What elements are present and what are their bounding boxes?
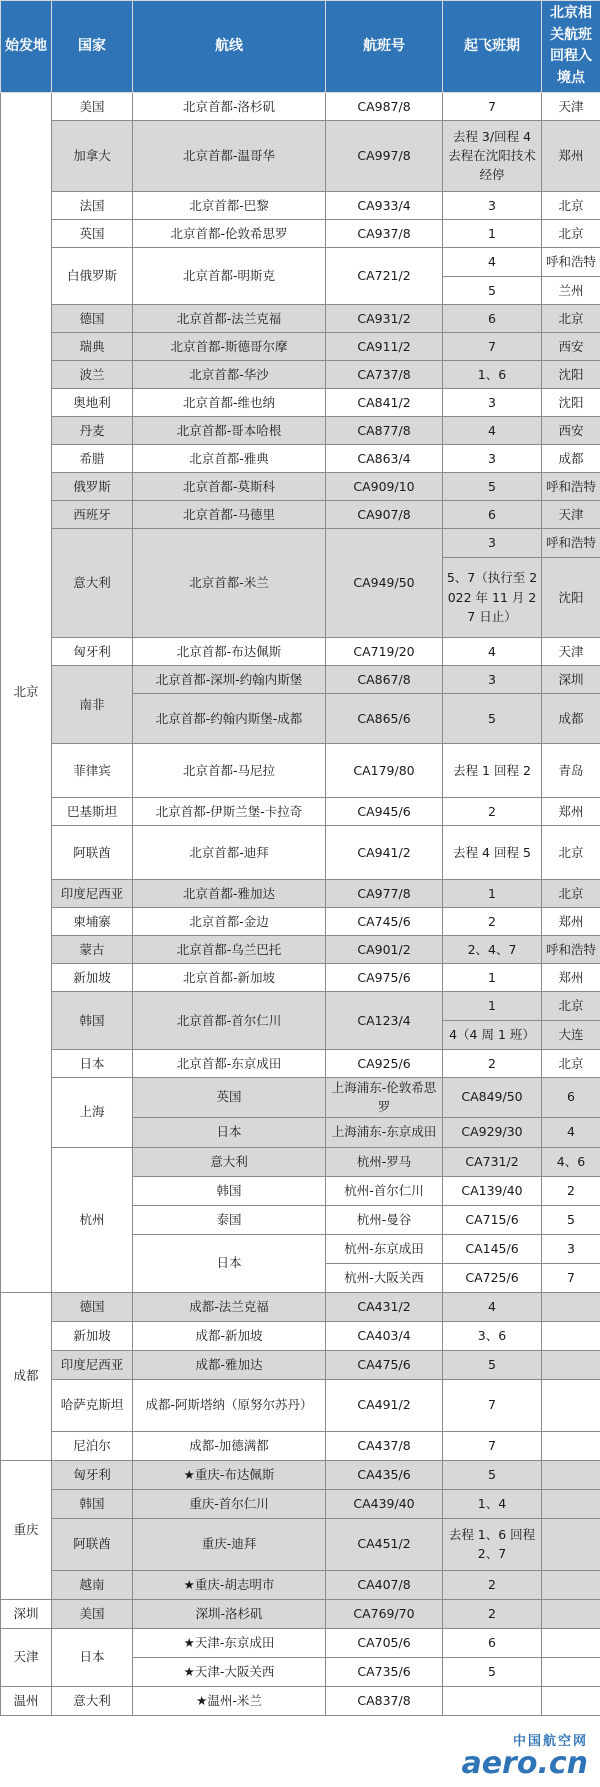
- table-row: [1, 388, 600, 416]
- route-cell: 北京首都-金边: [133, 907, 326, 935]
- entry-cell: [542, 1570, 600, 1599]
- entry-cell: 呼和浩特: [542, 935, 600, 963]
- route-cell: 北京首都-伊斯兰堡-卡拉奇: [133, 797, 326, 825]
- route-cell: 成都-新加坡: [133, 1321, 326, 1350]
- table-row: [1, 247, 600, 276]
- flight-cell: CA431/2: [326, 1292, 443, 1321]
- flight-cell: CA715/6: [443, 1205, 542, 1234]
- flight-cell: CA925/6: [326, 1049, 443, 1077]
- schedule-cell: 7: [542, 1263, 600, 1292]
- schedule-cell: 2: [542, 1176, 600, 1205]
- schedule-cell: 2: [443, 1599, 542, 1628]
- route-cell: 北京首都-洛杉矶: [133, 92, 326, 120]
- country-cell: 哈萨克斯坦: [52, 1379, 133, 1431]
- schedule-cell: 2: [443, 907, 542, 935]
- table-row: [1, 1379, 600, 1431]
- route-cell: 成都-阿斯塔纳（原努尔苏丹）: [133, 1379, 326, 1431]
- route-cell: 北京首都-华沙: [133, 360, 326, 388]
- origin-cell: 天津: [1, 1628, 52, 1686]
- table-row: [1, 1077, 600, 1117]
- schedule-cell: 5: [443, 472, 542, 500]
- country-cell: 法国: [52, 191, 133, 219]
- flight-cell: CA901/2: [326, 935, 443, 963]
- schedule-cell: 6: [443, 1628, 542, 1657]
- origin-cell: 成都: [1, 1292, 52, 1460]
- origin-cell: 北京: [1, 92, 52, 1292]
- table-row: [1, 360, 600, 388]
- schedule-cell: 1、4: [443, 1489, 542, 1518]
- entry-cell: 西安: [542, 332, 600, 360]
- country-cell: 南非: [52, 665, 133, 743]
- entry-cell: [542, 1460, 600, 1489]
- route-cell: 北京首都-莫斯科: [133, 472, 326, 500]
- country-cell: 韩国: [52, 1489, 133, 1518]
- table-row: [1, 1147, 600, 1176]
- country-cell: 新加坡: [52, 963, 133, 991]
- country-cell: 意大利: [133, 1147, 326, 1176]
- route-cell: 北京首都-乌兰巴托: [133, 935, 326, 963]
- route-cell: 杭州-大阪关西: [326, 1263, 443, 1292]
- header-flight-no: 航班号: [326, 1, 443, 93]
- entry-cell: 北京: [542, 825, 600, 879]
- schedule-cell: 3: [542, 1234, 600, 1263]
- country-cell: 尼泊尔: [52, 1431, 133, 1460]
- route-cell: 北京首都-首尔仁川: [133, 991, 326, 1049]
- table-row: [1, 92, 600, 120]
- watermark-cn: 中国航空网: [512, 1734, 588, 1749]
- entry-cell: 青岛: [542, 743, 600, 797]
- flight-cell: CA179/80: [326, 743, 443, 797]
- flight-cell: CA721/2: [326, 247, 443, 304]
- route-cell: 北京首都-马德里: [133, 500, 326, 528]
- route-cell: 北京首都-迪拜: [133, 825, 326, 879]
- origin-cell: 重庆: [1, 1460, 52, 1599]
- country-cell: 希腊: [52, 444, 133, 472]
- flight-cell: CA735/6: [326, 1657, 443, 1686]
- schedule-cell: 6: [542, 1077, 600, 1117]
- country-cell: 匈牙利: [52, 1460, 133, 1489]
- schedule-cell: 7: [443, 1379, 542, 1431]
- header-row: [1, 1, 600, 93]
- flight-cell: CA863/4: [326, 444, 443, 472]
- schedule-cell: 2、4、7: [443, 935, 542, 963]
- schedule-cell: 7: [443, 92, 542, 120]
- flight-cell: CA139/40: [443, 1176, 542, 1205]
- entry-cell: 北京: [542, 219, 600, 247]
- schedule-cell: 4: [443, 1292, 542, 1321]
- schedule-cell: 1: [443, 991, 542, 1020]
- flight-cell: CA705/6: [326, 1628, 443, 1657]
- route-cell: 北京首都-明斯克: [133, 247, 326, 304]
- entry-cell: 深圳: [542, 665, 600, 693]
- entry-cell: 呼和浩特: [542, 472, 600, 500]
- entry-cell: 兰州: [542, 276, 600, 304]
- flight-cell: CA491/2: [326, 1379, 443, 1431]
- flight-cell: CA937/8: [326, 219, 443, 247]
- table-row: [1, 1518, 600, 1570]
- route-cell: 北京首都-马尼拉: [133, 743, 326, 797]
- schedule-cell: 4（4 周 1 班）: [443, 1020, 542, 1049]
- schedule-cell: 5: [542, 1205, 600, 1234]
- flight-cell: CA931/2: [326, 304, 443, 332]
- flight-cell: CA949/50: [326, 528, 443, 637]
- table-row: [1, 304, 600, 332]
- schedule-cell: 去程 3/回程 4 去程在沈阳技术经停: [443, 120, 542, 191]
- flight-cell: CA841/2: [326, 388, 443, 416]
- route-cell: 上海浦东-东京成田: [326, 1117, 443, 1147]
- route-cell: 重庆-迪拜: [133, 1518, 326, 1570]
- schedule-cell: [443, 1686, 542, 1715]
- country-cell: 波兰: [52, 360, 133, 388]
- table-row: [1, 825, 600, 879]
- schedule-cell: 1: [443, 879, 542, 907]
- country-cell: 奥地利: [52, 388, 133, 416]
- route-cell: 北京首都-米兰: [133, 528, 326, 637]
- flight-cell: CA769/70: [326, 1599, 443, 1628]
- flight-cell: CA719/20: [326, 637, 443, 665]
- country-cell: 白俄罗斯: [52, 247, 133, 304]
- country-cell: 新加坡: [52, 1321, 133, 1350]
- route-cell: 北京首都-法兰克福: [133, 304, 326, 332]
- flight-cell: CA997/8: [326, 120, 443, 191]
- entry-cell: 天津: [542, 92, 600, 120]
- route-cell: 上海浦东-伦敦希思罗: [326, 1077, 443, 1117]
- schedule-cell: 5、7（执行至 2022 年 11 月 27 日止）: [443, 557, 542, 637]
- flight-cell: CA475/6: [326, 1350, 443, 1379]
- entry-cell: [542, 1489, 600, 1518]
- header-route: 航线: [133, 1, 326, 93]
- country-cell: 德国: [52, 1292, 133, 1321]
- schedule-cell: 7: [443, 1431, 542, 1460]
- route-cell: 北京首都-布达佩斯: [133, 637, 326, 665]
- flight-cell: CA865/6: [326, 693, 443, 743]
- entry-cell: 沈阳: [542, 388, 600, 416]
- schedule-cell: 6: [443, 500, 542, 528]
- schedule-cell: 3、6: [443, 1321, 542, 1350]
- schedule-cell: 5: [443, 276, 542, 304]
- entry-cell: 北京: [542, 991, 600, 1020]
- country-cell: 美国: [52, 92, 133, 120]
- flight-cell: CA437/8: [326, 1431, 443, 1460]
- table-row: [1, 637, 600, 665]
- table-row: [1, 1321, 600, 1350]
- flight-cell: CA909/10: [326, 472, 443, 500]
- route-cell: 杭州-东京成田: [326, 1234, 443, 1263]
- country-cell: 日本: [133, 1117, 326, 1147]
- country-cell: 瑞典: [52, 332, 133, 360]
- entry-cell: 沈阳: [542, 557, 600, 637]
- table-row: [1, 991, 600, 1020]
- schedule-cell: 6: [443, 304, 542, 332]
- table-row: [1, 1350, 600, 1379]
- country-cell: 泰国: [133, 1205, 326, 1234]
- country-cell: 意大利: [52, 528, 133, 637]
- entry-cell: [542, 1379, 600, 1431]
- route-cell: ★天津-大阪关西: [133, 1657, 326, 1686]
- entry-cell: 成都: [542, 444, 600, 472]
- flight-cell: CA725/6: [443, 1263, 542, 1292]
- header-origin: 始发地: [1, 1, 52, 93]
- watermark-en: aero.cn: [461, 1746, 588, 1781]
- schedule-cell: 3: [443, 665, 542, 693]
- flight-cell: CA737/8: [326, 360, 443, 388]
- schedule-cell: 3: [443, 388, 542, 416]
- route-cell: 北京首都-新加坡: [133, 963, 326, 991]
- route-cell: 北京首都-约翰内斯堡-成都: [133, 693, 326, 743]
- table-row: [1, 1686, 600, 1715]
- route-cell: 北京首都-温哥华: [133, 120, 326, 191]
- table-row: [1, 1599, 600, 1628]
- flight-cell: CA403/4: [326, 1321, 443, 1350]
- entry-cell: 呼和浩特: [542, 247, 600, 276]
- entry-cell: 成都: [542, 693, 600, 743]
- flight-cell: CA975/6: [326, 963, 443, 991]
- schedule-cell: 4: [443, 416, 542, 444]
- table-row: [1, 219, 600, 247]
- route-cell: 北京首都-深圳-约翰内斯堡: [133, 665, 326, 693]
- table-row: [1, 963, 600, 991]
- flight-cell: CA731/2: [443, 1147, 542, 1176]
- entry-cell: 郑州: [542, 797, 600, 825]
- entry-cell: [542, 1321, 600, 1350]
- country-cell: 英国: [52, 219, 133, 247]
- schedule-cell: 去程 4 回程 5: [443, 825, 542, 879]
- header-entry-point: 北京相关航班回程入境点: [542, 1, 600, 93]
- schedule-cell: 1: [443, 219, 542, 247]
- flight-cell: CA977/8: [326, 879, 443, 907]
- country-cell: 柬埔寨: [52, 907, 133, 935]
- flight-cell: CA877/8: [326, 416, 443, 444]
- flight-cell: CA867/8: [326, 665, 443, 693]
- table-row: [1, 500, 600, 528]
- table-row: [1, 1049, 600, 1077]
- table-row: [1, 120, 600, 191]
- entry-cell: 西安: [542, 416, 600, 444]
- route-cell: 北京首都-哥本哈根: [133, 416, 326, 444]
- flight-cell: CA945/6: [326, 797, 443, 825]
- table-row: [1, 191, 600, 219]
- entry-cell: 天津: [542, 500, 600, 528]
- route-cell: ★天津-东京成田: [133, 1628, 326, 1657]
- country-cell: 俄罗斯: [52, 472, 133, 500]
- route-cell: 北京首都-伦敦希思罗: [133, 219, 326, 247]
- country-cell: 日本: [133, 1234, 326, 1292]
- table-row: [1, 797, 600, 825]
- schedule-cell: 4: [443, 247, 542, 276]
- origin-cell: 温州: [1, 1686, 52, 1715]
- entry-cell: 北京: [542, 1049, 600, 1077]
- route-cell: 深圳-洛杉矶: [133, 1599, 326, 1628]
- schedule-cell: 去程 1、6 回程 2、7: [443, 1518, 542, 1570]
- country-cell: 蒙古: [52, 935, 133, 963]
- route-cell: 成都-雅加达: [133, 1350, 326, 1379]
- schedule-cell: 3: [443, 191, 542, 219]
- table-row: [1, 1489, 600, 1518]
- entry-cell: [542, 1431, 600, 1460]
- flight-cell: CA439/40: [326, 1489, 443, 1518]
- entry-cell: 北京: [542, 879, 600, 907]
- flight-cell: CA123/4: [326, 991, 443, 1049]
- country-cell: 日本: [52, 1628, 133, 1686]
- schedule-cell: 4、6: [542, 1147, 600, 1176]
- watermark: [461, 1730, 588, 1779]
- route-cell: 成都-法兰克福: [133, 1292, 326, 1321]
- table-row: [1, 907, 600, 935]
- schedule-cell: 4: [443, 637, 542, 665]
- country-cell: 越南: [52, 1570, 133, 1599]
- entry-cell: [542, 1686, 600, 1715]
- table-row: [1, 935, 600, 963]
- schedule-cell: 3: [443, 528, 542, 557]
- schedule-cell: 2: [443, 1049, 542, 1077]
- country-cell: 美国: [52, 1599, 133, 1628]
- entry-cell: [542, 1292, 600, 1321]
- flight-cell: CA435/6: [326, 1460, 443, 1489]
- table-row: [1, 332, 600, 360]
- entry-cell: 北京: [542, 304, 600, 332]
- header-country: 国家: [52, 1, 133, 93]
- route-cell: 北京首都-雅加达: [133, 879, 326, 907]
- flight-cell: CA911/2: [326, 332, 443, 360]
- entry-cell: 郑州: [542, 907, 600, 935]
- country-cell: 巴基斯坦: [52, 797, 133, 825]
- schedule-cell: 4: [542, 1117, 600, 1147]
- flight-cell: CA987/8: [326, 92, 443, 120]
- route-cell: 北京首都-维也纳: [133, 388, 326, 416]
- country-cell: 意大利: [52, 1686, 133, 1715]
- entry-cell: 郑州: [542, 120, 600, 191]
- entry-cell: [542, 1628, 600, 1657]
- table-row: [1, 743, 600, 797]
- schedule-cell: 5: [443, 1460, 542, 1489]
- entry-cell: [542, 1657, 600, 1686]
- country-cell: 匈牙利: [52, 637, 133, 665]
- route-cell: 北京首都-东京成田: [133, 1049, 326, 1077]
- route-cell: ★温州-米兰: [133, 1686, 326, 1715]
- table-row: [1, 416, 600, 444]
- country-cell: 日本: [52, 1049, 133, 1077]
- schedule-cell: 7: [443, 332, 542, 360]
- table-row: [1, 444, 600, 472]
- flight-cell: CA837/8: [326, 1686, 443, 1715]
- entry-cell: [542, 1599, 600, 1628]
- flight-cell: CA407/8: [326, 1570, 443, 1599]
- flight-cell: CA451/2: [326, 1518, 443, 1570]
- origin-cell: 上海: [52, 1077, 133, 1147]
- route-cell: 北京首都-斯德哥尔摩: [133, 332, 326, 360]
- schedule-cell: 1: [443, 963, 542, 991]
- table-row: [1, 472, 600, 500]
- schedule-cell: 2: [443, 1570, 542, 1599]
- flight-cell: CA933/4: [326, 191, 443, 219]
- country-cell: 德国: [52, 304, 133, 332]
- table-row: [1, 528, 600, 557]
- schedule-cell: 3: [443, 444, 542, 472]
- route-cell: 杭州-曼谷: [326, 1205, 443, 1234]
- table-row: [1, 1460, 600, 1489]
- route-cell: 杭州-首尔仁川: [326, 1176, 443, 1205]
- entry-cell: 北京: [542, 191, 600, 219]
- schedule-cell: 5: [443, 1657, 542, 1686]
- flight-cell: CA745/6: [326, 907, 443, 935]
- route-cell: ★重庆-胡志明市: [133, 1570, 326, 1599]
- schedule-cell: 1、6: [443, 360, 542, 388]
- schedule-cell: 5: [443, 693, 542, 743]
- table-row: [1, 1292, 600, 1321]
- country-cell: 阿联酋: [52, 1518, 133, 1570]
- route-cell: ★重庆-布达佩斯: [133, 1460, 326, 1489]
- country-cell: 丹麦: [52, 416, 133, 444]
- country-cell: 菲律宾: [52, 743, 133, 797]
- country-cell: 印度尼西亚: [52, 1350, 133, 1379]
- route-cell: 杭州-罗马: [326, 1147, 443, 1176]
- flight-cell: CA929/30: [443, 1117, 542, 1147]
- schedule-cell: 5: [443, 1350, 542, 1379]
- country-cell: 印度尼西亚: [52, 879, 133, 907]
- entry-cell: 郑州: [542, 963, 600, 991]
- schedule-cell: 去程 1 回程 2: [443, 743, 542, 797]
- country-cell: 加拿大: [52, 120, 133, 191]
- table-row: [1, 1431, 600, 1460]
- table-row: [1, 1628, 600, 1657]
- route-cell: 成都-加德满都: [133, 1431, 326, 1460]
- header-schedule: 起飞班期: [443, 1, 542, 93]
- entry-cell: 天津: [542, 637, 600, 665]
- flight-cell: CA145/6: [443, 1234, 542, 1263]
- entry-cell: 沈阳: [542, 360, 600, 388]
- table-row: [1, 665, 600, 693]
- flight-cell: CA941/2: [326, 825, 443, 879]
- route-cell: 北京首都-雅典: [133, 444, 326, 472]
- route-cell: 北京首都-巴黎: [133, 191, 326, 219]
- origin-cell: 杭州: [52, 1147, 133, 1292]
- country-cell: 英国: [133, 1077, 326, 1117]
- schedule-cell: 2: [443, 797, 542, 825]
- flight-cell: CA907/8: [326, 500, 443, 528]
- country-cell: 阿联酋: [52, 825, 133, 879]
- entry-cell: [542, 1350, 600, 1379]
- country-cell: 韩国: [133, 1176, 326, 1205]
- table-row: [1, 1570, 600, 1599]
- route-cell: 重庆-首尔仁川: [133, 1489, 326, 1518]
- table-row: [1, 879, 600, 907]
- country-cell: 韩国: [52, 991, 133, 1049]
- flight-cell: CA849/50: [443, 1077, 542, 1117]
- entry-cell: 大连: [542, 1020, 600, 1049]
- origin-cell: 深圳: [1, 1599, 52, 1628]
- entry-cell: 呼和浩特: [542, 528, 600, 557]
- country-cell: 西班牙: [52, 500, 133, 528]
- entry-cell: [542, 1518, 600, 1570]
